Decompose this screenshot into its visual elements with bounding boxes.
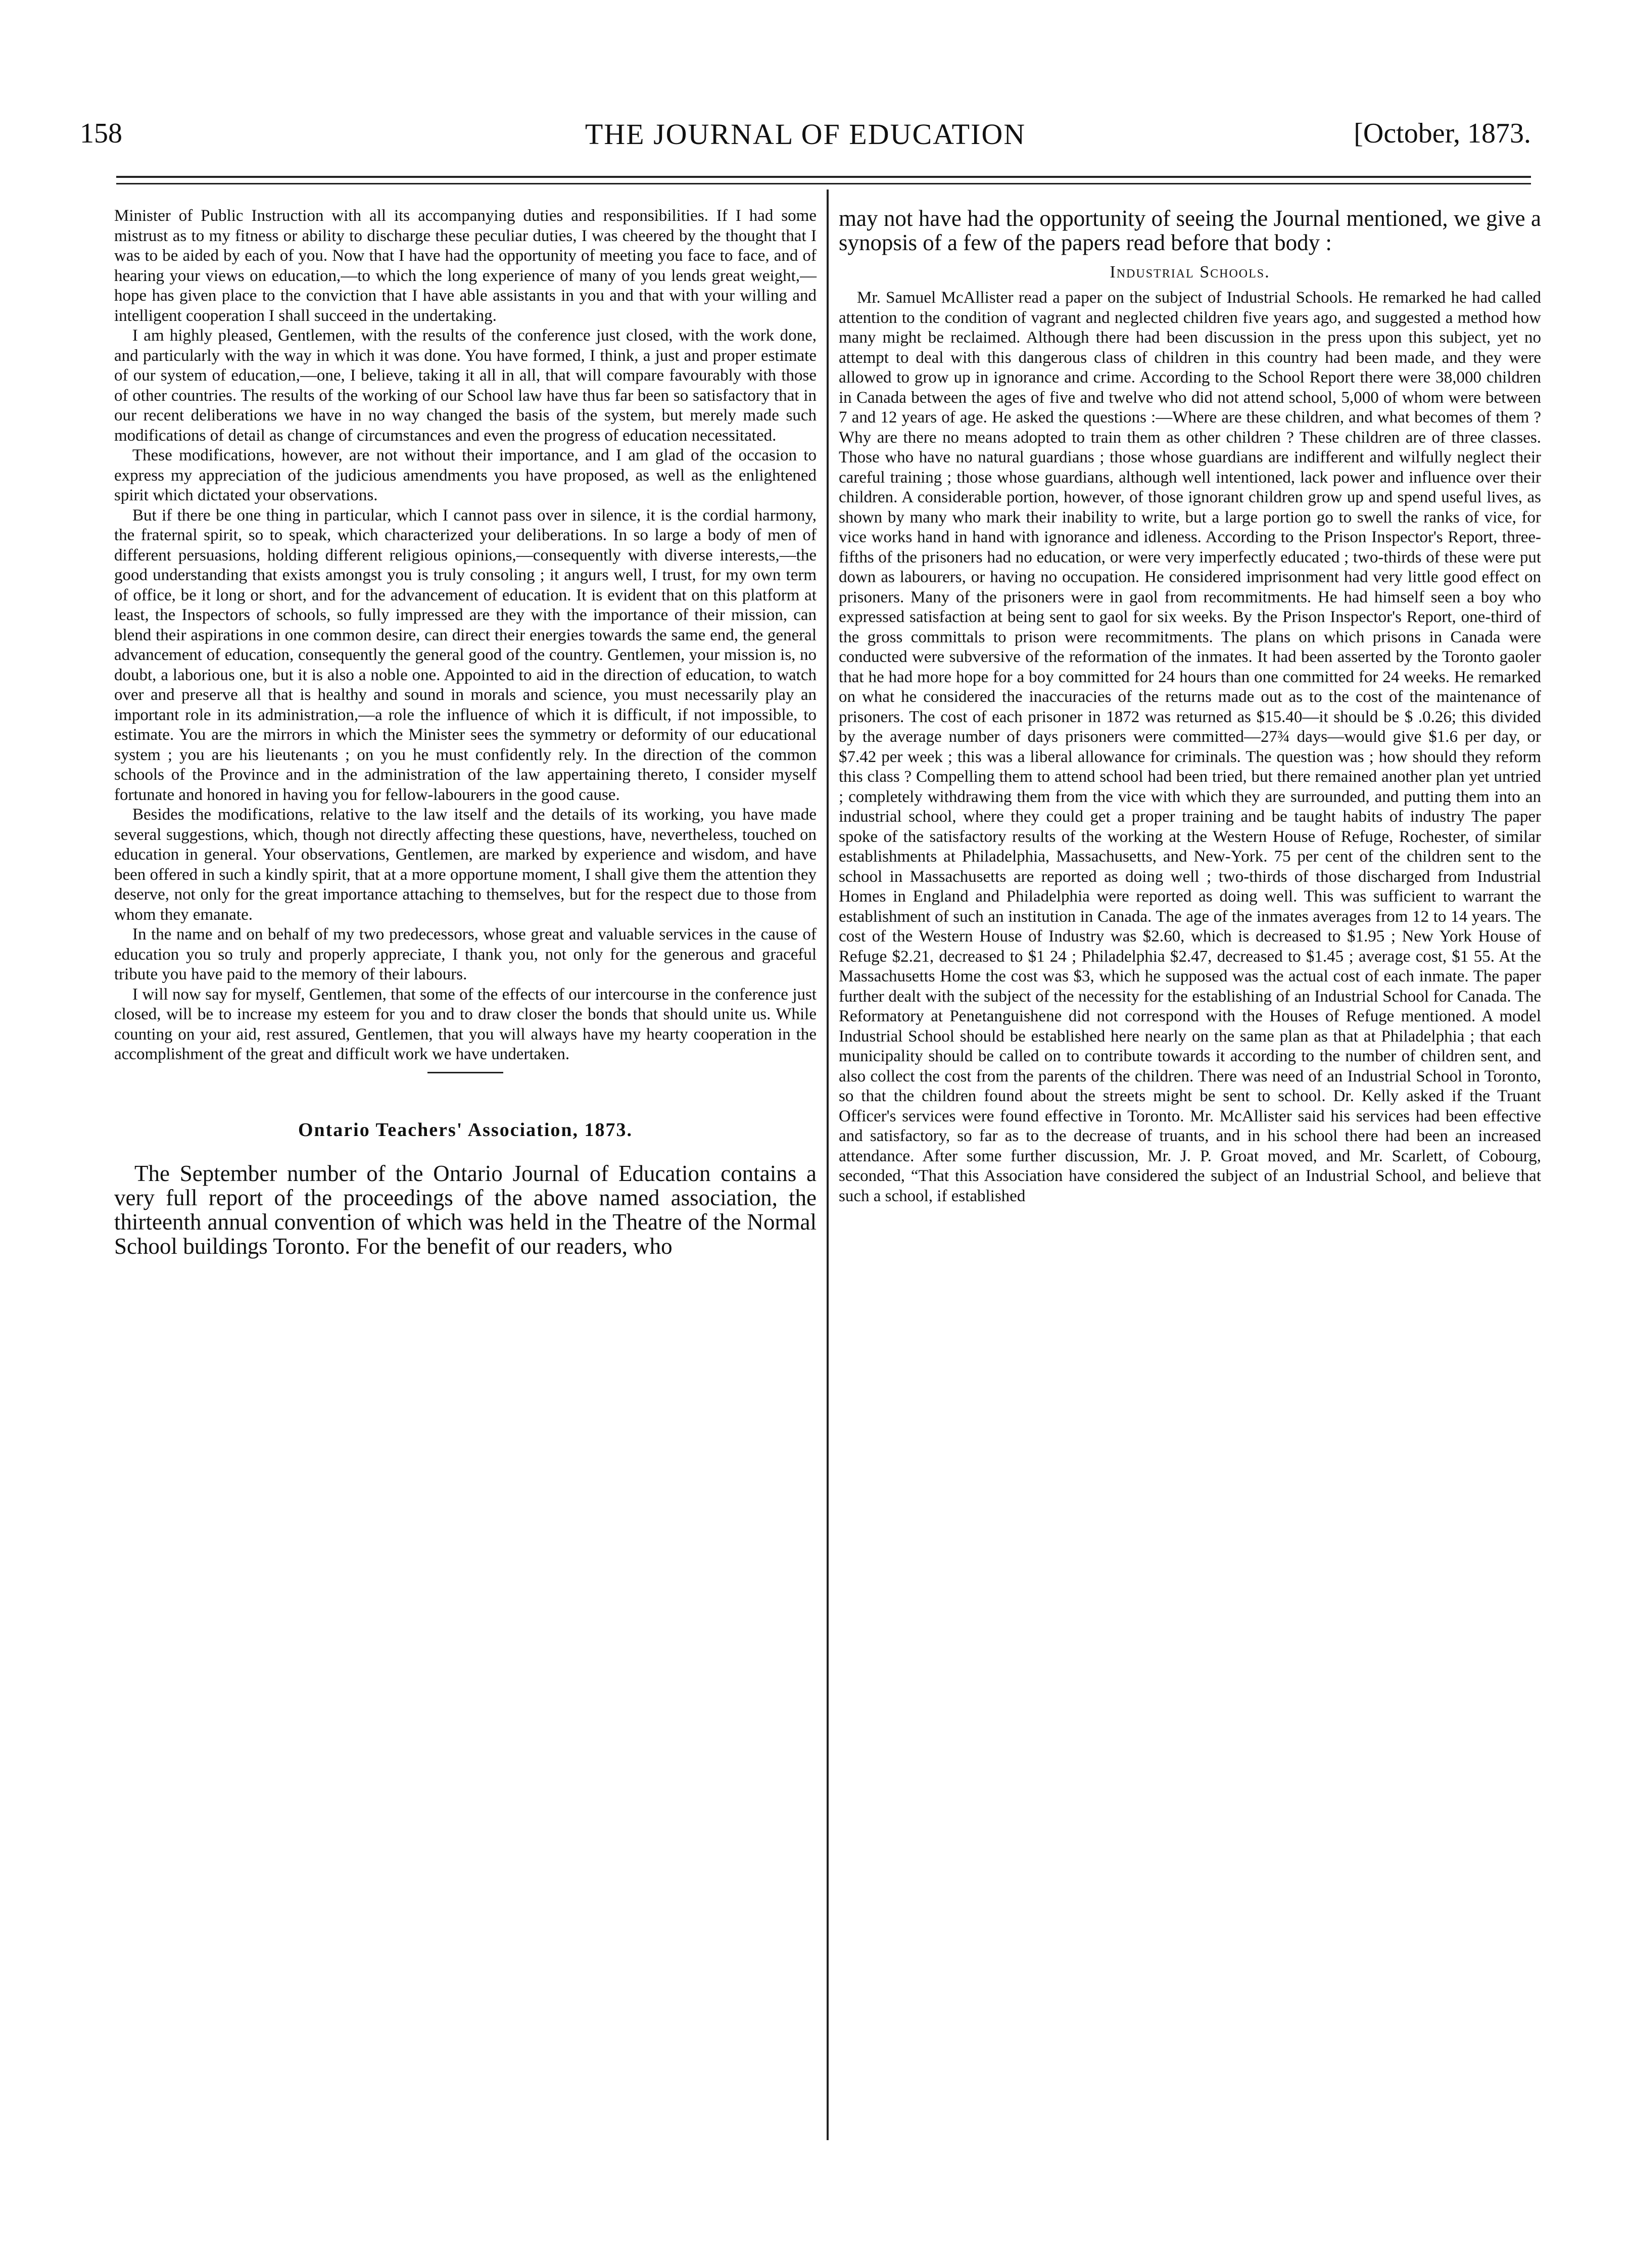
- journal-title: THE JOURNAL OF EDUCATION: [585, 118, 1026, 151]
- left-column: [114, 206, 817, 1258]
- continued-paragraph: may not have had the opportunity of seeing the Journal mentioned, we give a synopsis of a few of the papers read before that body :: [839, 206, 1541, 255]
- header-rule-double: [116, 183, 1531, 184]
- paragraph: Besides the modifications, relative to the law itself and the details of its working, you have made several suggestions, which, though not directly affecting these questions, have, nevertheless, touched on education in general. Your observations, Gentlemen, are marked by experience and wisdom, and have been offered in such a kindly spirit, that at a more opportune moment, I shall give them the attention they deserve, not only for the great importance attaching to themselves, but for the respect due to those from whom they emanate.: [114, 806, 817, 924]
- section-separator: [427, 1072, 503, 1073]
- right-column: [839, 206, 1541, 1206]
- section-title: Ontario Teachers' Association, 1873.: [298, 1119, 633, 1141]
- page-number: 158: [80, 118, 122, 149]
- section-intro: The September number of the Ontario Journal of Education contains a very full report of the proceedings of the above named association, the thirteenth annual convention of which was held in the Theatre of the Normal School buildings Toronto. For the benefit of our readers, who: [114, 1160, 817, 1259]
- column-divider: [827, 190, 829, 2140]
- issue-date: [October, 1873.: [1354, 118, 1531, 149]
- page-header: [80, 117, 1531, 158]
- paragraph: Minister of Public Instruction with all its accompanying duties and responsibilities. If I had some mistrust as to my fitness or ability to discharge these peculiar duties, I was cheered by the thought that I was to be aided by each of you. Now that I have had the opportunity of meeting you face to face, and of hearing your views on education,—to which the long experience of many of you lends great weight,—hope has given place to the conviction that I have able assistants in you and that with your willing and intelligent cooperation I shall succeed in the undertaking.: [114, 207, 817, 325]
- paragraph: In the name and on behalf of my two predecessors, whose great and valuable services in the cause of education you so truly and properly appreciate, I thank you, not only for the generous and graceful tribute you have paid to the memory of their labours.: [114, 925, 817, 983]
- paragraph: I am highly pleased, Gentlemen, with the results of the conference just closed, with the work done, and particularly with the way in which it was done. You have formed, I think, a just and proper estimate of our system of education,—one, I believe, taking it all in all, that will compare favourably with those of other countries. The results of the working of our School law have thus far been so satisfactory that in our recent deliberations we have in no way changed the basis of the system, but merely made such modifications of detail as change of circumstances and even the progress of education necessitated.: [114, 326, 817, 445]
- paragraph: These modifications, however, are not without their importance, and I am glad of the occasion to express my appreciation of the judicious amendments you have proposed, as well as the enlightened spirit which dictated your observations.: [114, 446, 817, 504]
- subheading: Industrial Schools.: [1110, 263, 1270, 281]
- header-rule: [116, 176, 1531, 178]
- article-body: Mr. Samuel McAllister read a paper on the subject of Industrial Schools. He remarked he had called attention to the condition of vagrant and neglected children five years ago, and suggested a method how many might be reclaimed. Although there had been discussion in the press upon this subject, yet no attempt to deal with this dangerous class of children in this country had been made, and they were allowed to grow up in ignorance and crime. According to the School Report there were 38,000 children in Canada between the ages of five and twelve who did not attend school, 5,000 of whom were between 7 and 12 years of age. He asked the questions :—Where are these children, and what becomes of them ? Why are there no means adopted to train them as other children ? These children are of three classes. Those who have no natural guardians ; those whose guardians are indifferent and wilfully neglect their careful training ; those whose guardians, although well intentioned, lack power and influence over their children. A considerable portion, however, of those ignorant children grow up and spend useful lives, as shown by many who mark their inability to write, but a large portion go to swell the ranks of vice, for vice works hand in hand with ignorance and idleness. According to the Prison Inspector's Report, three-fifths of the prisoners had no education, or were very imperfectly educated ; two-thirds of these were put down as labourers, or having no occupation. He considered imprisonment had very little good effect on prisoners. Many of the prisoners were in gaol from recommitments. He had himself seen a boy who expressed satisfaction at being sent to gaol for six weeks. By the Prison Inspector's Report, one-third of the gross committals to prison were recommitments. The plans on which prisons in Canada were conducted were subversive of the reformation of the inmates. It had been asserted by the Toronto gaoler that he had more hope for a boy committed for 24 hours than one committed for 24 weeks. He remarked on what he considered the inaccuracies of the returns made out as to the cost of the maintenance of prisoners. The cost of each prisoner in 1872 was returned as $15.40—it should be $ .0.26; this divided by the average number of days prisoners were committed—27¾ days—would give $1.6 per day, or $7.42 per week ; this was a liberal allowance for criminals. The question was ; how should they reform this class ? Compelling them to attend school had been tried, but there remained another plan yet untried ; completely withdrawing them from the vice with which they are surrounded, and putting them into an industrial school, where they could get a proper training and be taught habits of industry The paper spoke of the satisfactory results of the working at the Western House of Refuge, Rochester, of similar establishments at Philadelphia, Massachusetts, and New-York. 75 per cent of the children sent to the school in Massachusetts are reported as doing well ; two-thirds of those discharged from Industrial Homes in England and Philadelphia were reported as doing well. This was sufficient to warrant the establishment of such an institution in Canada. The age of the inmates averages from 12 to 14 years. The cost of the Western House of Industry was $2.60, which is decreased to $1.95 ; New York House of Refuge $2.21, decreased to $1 24 ; Philadelphia $2.47, decreased to $1.45 ; average cost, $1 55. At the Massachusetts Home the cost was $3, which he supposed was the actual cost of each inmate. The paper further dealt with the subject of the necessity for the establishing of an Industrial School for Canada. The Reformatory at Penetanguishene did not correspond with the Houses of Refuge mentioned. A model Industrial School should be established here nearly on the same plan as that at Philadelphia ; that each municipality should be called on to contribute towards it according to the number of children sent, and also collect the cost from the parents of the children. There was need of an Industrial School in Toronto, so that the children found about the streets might be sent to school. Dr. Kelly asked if the Truant Officer's services were found effective in Toronto. Mr. McAllister said his services had been effective and satisfactory, so far as to the decrease of truants, and in his school there had been an increased attendance. After some further discussion, Mr. J. P. Groat moved, and Mr. Scarlett, of Cobourg, seconded, “That this Association have considered the subject of an Industrial School, and believe that such a school, if established: [839, 289, 1541, 1205]
- paragraph: I will now say for myself, Gentlemen, that some of the effects of our intercourse in the conference just closed, will be to increase my esteem for you and to draw closer the bonds that should unite us. While counting on your aid, rest assured, Gentlemen, that you will always have my hearty cooperation in the accomplishment of the great and difficult work we have undertaken.: [114, 985, 817, 1063]
- paragraph: But if there be one thing in particular, which I cannot pass over in silence, it is the cordial harmony, the fraternal spirit, so to speak, which characterized your deliberations. In so large a body of men of different persuasions, holding different religious opinions,—consequently with diverse interests,—the good understanding that exists amongst you is truly consoling ; it angurs well, I trust, for my own term of office, be it long or short, and for the advancement of education. It is evident that on this platform at least, the Inspectors of schools, so fully impressed are they with the importance of their mission, can blend their aspirations in one common desire, can direct their energies towards the same end, the general advancement of education, consequently the general good of the country. Gentlemen, your mission is, no doubt, a laborious one, but it is also a noble one. Appointed to aid in the direction of education, to watch over and preserve all that is healthy and sound in morals and science, you must necessarily play an important role in its administration,—a role the influence of which it is difficult, if not impossible, to estimate. You are the mirrors in which the Minister sees the symmetry or deformity of our educational system ; you are his lieutenants ; on you he must confidently rely. In the direction of the common schools of the Province and in the administration of the law appertaining thereto, I consider myself fortunate and honored in having you for fellow-labourers in the good cause.: [114, 506, 817, 804]
